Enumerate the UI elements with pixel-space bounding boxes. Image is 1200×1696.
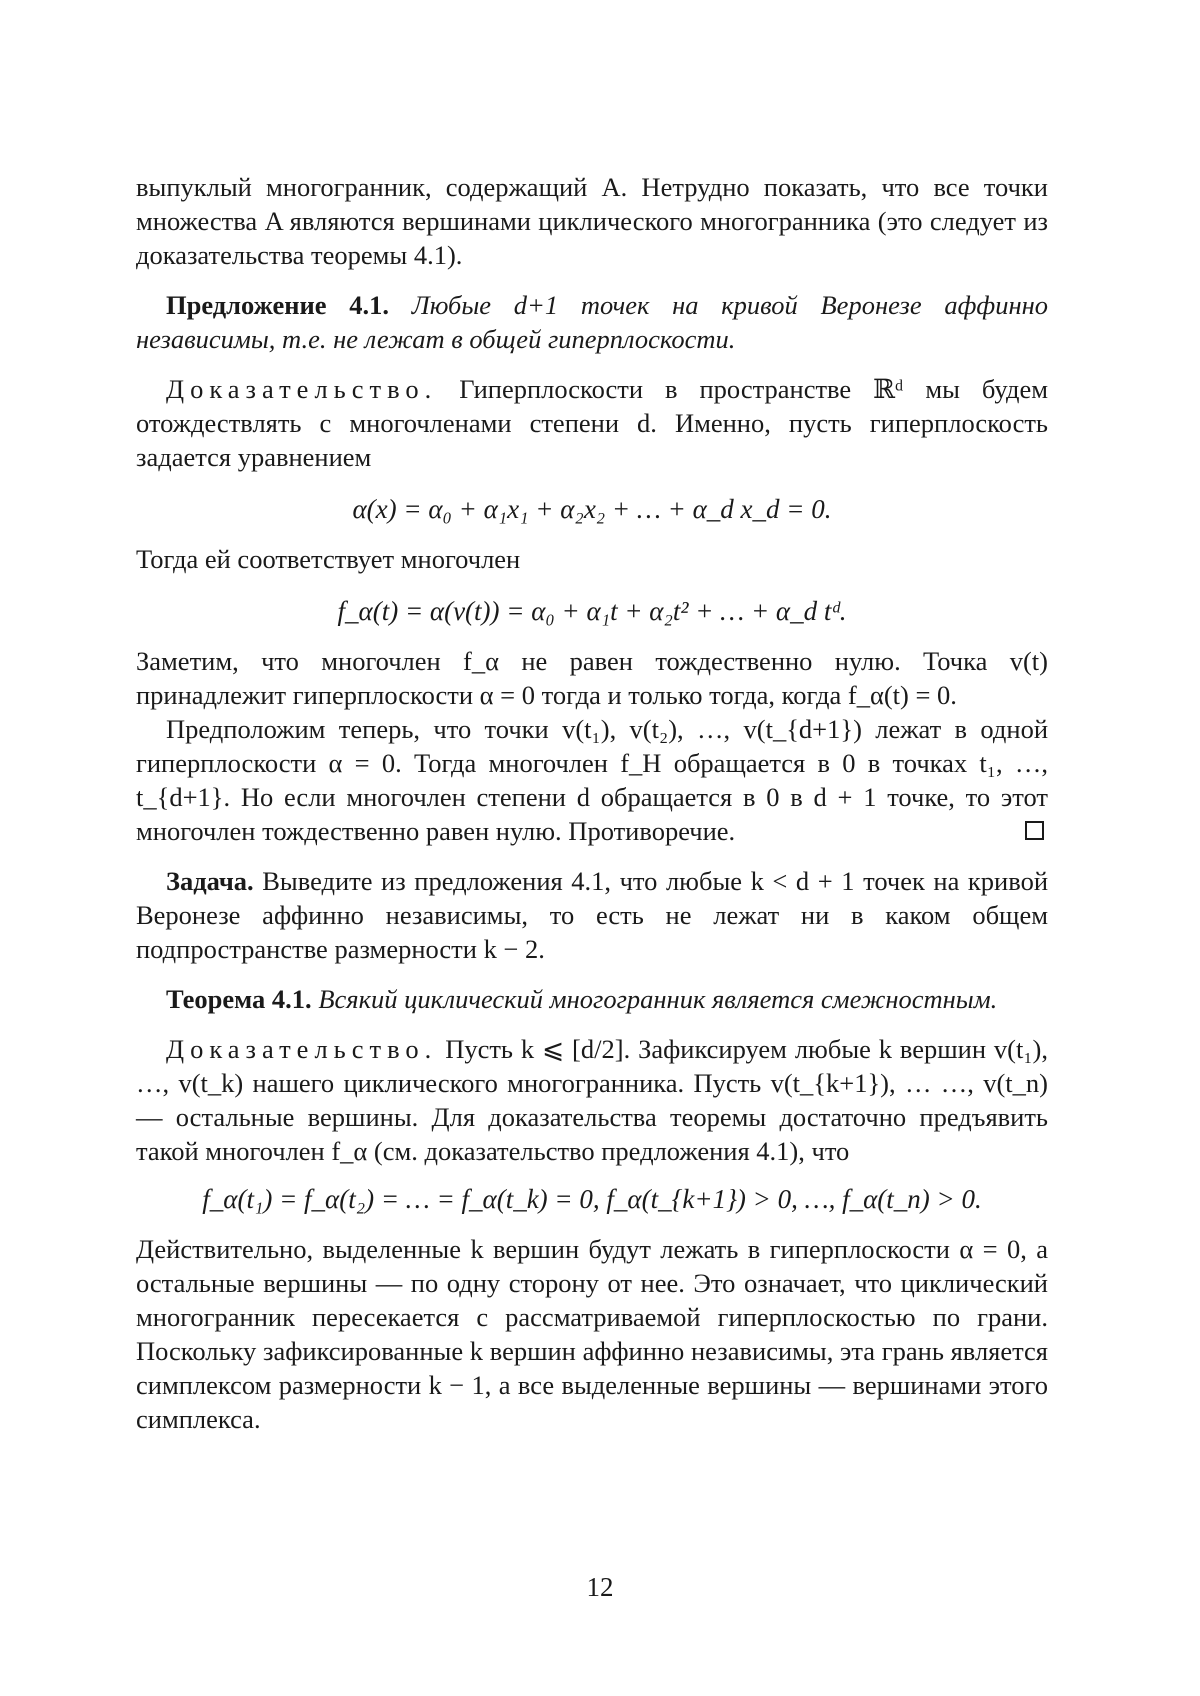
theorem-4-1 bbox=[136, 982, 1048, 1016]
proposition-title: Предложение 4.1. bbox=[166, 290, 389, 320]
equation-polynomial: f_α(t) = α(v(t)) = α₀ + α₁t + α₂t² + … + α_d tᵈ. bbox=[136, 594, 1048, 628]
proposition-text: Любые d+1 точек на кривой Веронезе аффинно независимы, т.е. не лежат в общей гиперплоскости. bbox=[136, 290, 1048, 354]
proof-1-intro bbox=[136, 372, 1048, 474]
paragraph-then: Тогда ей соответствует многочлен bbox=[136, 542, 1048, 576]
equation-hyperplane: α(x) = α₀ + α₁x₁ + α₂x₂ + … + α_d x_d = 0. bbox=[136, 492, 1048, 526]
proof-2 bbox=[136, 1032, 1048, 1168]
task bbox=[136, 864, 1048, 966]
page-body bbox=[136, 170, 1048, 1436]
qed-square-icon bbox=[1025, 821, 1044, 840]
paragraph-suppose bbox=[136, 712, 1048, 848]
proof-1-text: Гиперплоскости в пространстве ℝᵈ мы будем отождествлять с многочленами степени d. Именно, пусть гиперплоскость задается уравнением bbox=[136, 374, 1048, 472]
proof-2-label: Доказательство. bbox=[166, 1034, 437, 1064]
equation-conditions: f_α(t₁) = f_α(t₂) = … = f_α(t_k) = 0, f_α(t_{k+1}) > 0, …, f_α(t_n) > 0. bbox=[136, 1182, 1048, 1216]
theorem-title: Теорема 4.1. bbox=[166, 984, 312, 1014]
suppose-text: Предположим теперь, что точки v(t₁), v(t₂), …, v(t_{d+1}) лежат в одной гиперплоскости α = 0. Тогда многочлен f_H обращается в 0 в точках t₁, …, t_{d+1}. Но если многочлен степени d обращается в 0 в d + 1 точке, то этот многочлен тождественно равен нулю. Противоречие. bbox=[136, 714, 1048, 846]
paragraph-final: Действительно, выделенные k вершин будут лежать в гиперплоскости α = 0, а остальные вершины — по одну сторону от нее. Это означает, что циклический многогранник пересекается с рассматриваемой гиперплоскостью по грани. Поскольку зафиксированные k вершин аффинно независимы, эта грань является симплексом размерности k − 1, а все выделенные вершины — вершинами этого симплекса. bbox=[136, 1232, 1048, 1436]
proposition-4-1 bbox=[136, 288, 1048, 356]
task-text: Выведите из предложения 4.1, что любые k < d + 1 точек на кривой Веронезе аффинно независимы, то есть не лежат ни в каком общем подпространстве размерности k − 2. bbox=[136, 866, 1048, 964]
proof-label: Доказательство. bbox=[166, 374, 437, 404]
proof-2-text: Пусть k ⩽ [d/2]. Зафиксируем любые k вершин v(t₁), …, v(t_k) нашего циклического многогранника. Пусть v(t_{k+1}), … …, v(t_n) — остальные вершины. Для доказательства теоремы достаточно предъявить такой многочлен f_α (см. доказательство предложения 4.1), что bbox=[136, 1034, 1048, 1166]
theorem-text: Всякий циклический многогранник является смежностным. bbox=[318, 984, 997, 1014]
paragraph-note: Заметим, что многочлен f_α не равен тождественно нулю. Точка v(t) принадлежит гиперплоскости α = 0 тогда и только тогда, когда f_α(t) = 0. bbox=[136, 644, 1048, 712]
page-number: 12 bbox=[0, 1572, 1200, 1603]
paragraph-intro: выпуклый многогранник, содержащий A. Нетрудно показать, что все точки множества A являются вершинами циклического многогранника (это следует из доказательства теоремы 4.1). bbox=[136, 170, 1048, 272]
book-page bbox=[0, 0, 1200, 1696]
task-title: Задача. bbox=[166, 866, 254, 896]
